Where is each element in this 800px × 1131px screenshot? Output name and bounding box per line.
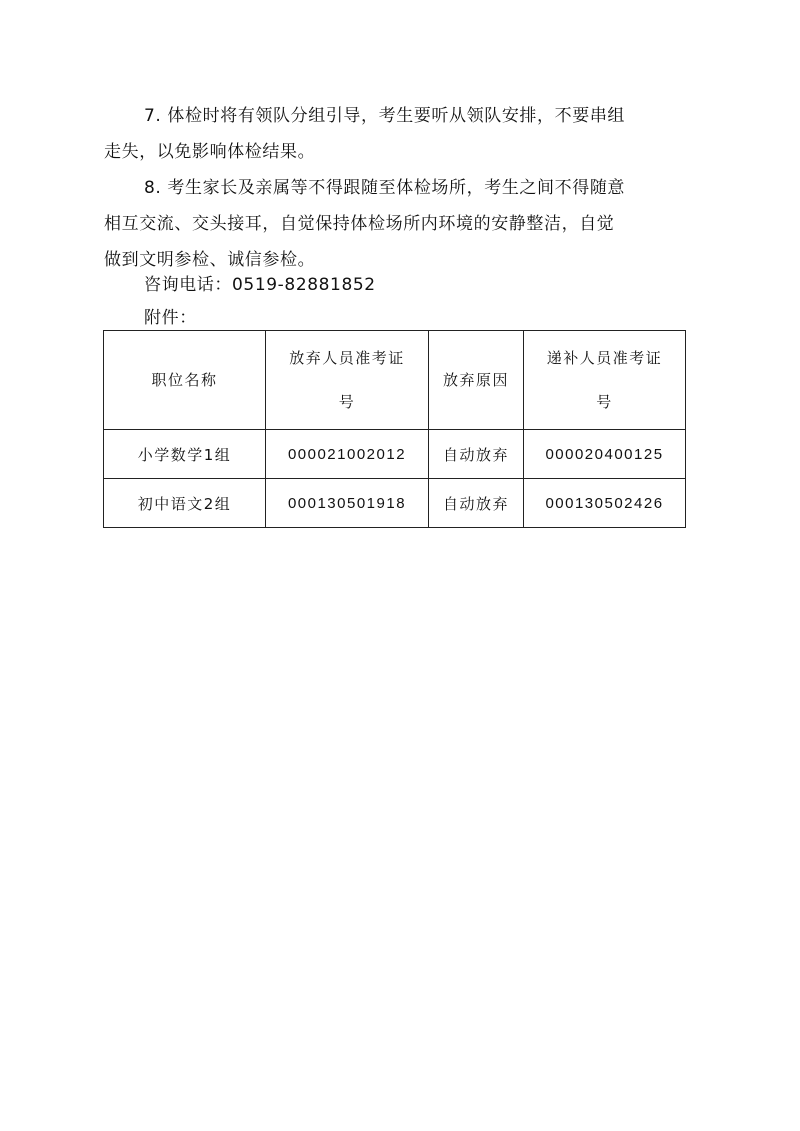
cell-position: 初中语文2组 [104,479,266,528]
cell-reason: 自动放弃 [429,479,524,528]
cell-abandon-id: 000130501918 [266,479,429,528]
header-fill-id-line1: 递补人员准考证 [546,349,663,367]
attachment-table [103,330,686,528]
paragraph-line: 8. 考生家长及亲属等不得跟随至体检场所，考生之间不得随意 [144,178,626,198]
table-row [104,430,686,479]
header-abandon-id-line2: 号 [338,393,356,411]
header-reason [429,331,524,430]
attachment-label-text: 附件： [144,308,197,328]
paragraph-line: 做到文明参检、诚信参检。 [104,250,316,270]
header-abandon-id-line1: 放弃人员准考证 [289,349,405,367]
header-reason-text: 放弃原因 [442,371,509,389]
paragraph-item-7 [104,98,692,170]
header-abandon-id [266,331,429,430]
paragraph-line: 相互交流、交头接耳，自觉保持体检场所内环境的安静整洁，自觉 [104,214,615,234]
cell-position: 小学数学1组 [104,430,266,479]
header-fill-id [524,331,686,430]
header-fill-id-line2: 号 [596,393,613,411]
table-header-row [104,331,686,430]
paragraph-line: 7. 体检时将有领队分组引导，考生要听从领队安排，不要串组 [144,106,626,126]
cell-fill-id: 000130502426 [524,479,686,528]
header-position-text: 职位名称 [151,371,218,389]
cell-fill-id: 000020400125 [524,430,686,479]
contact-phone [104,267,692,303]
header-position [104,331,266,430]
paragraph-item-8 [104,170,692,278]
table-row [104,479,686,528]
cell-reason: 自动放弃 [429,430,524,479]
paragraph-line: 走失，以免影响体检结果。 [104,142,316,162]
cell-abandon-id: 000021002012 [266,430,429,479]
contact-phone-text: 咨询电话：0519-82881852 [144,275,376,295]
